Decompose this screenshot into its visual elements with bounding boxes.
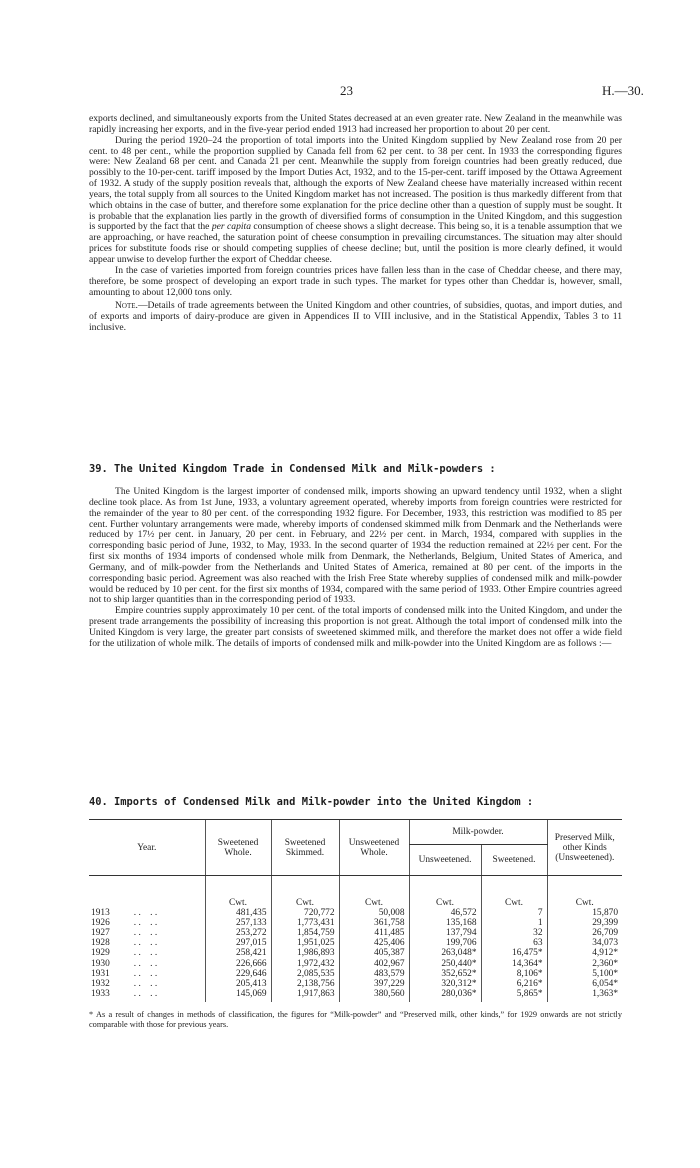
col-header-year: Year. bbox=[89, 820, 205, 876]
intro-paragraph-1: exports declined, and simultaneously exports from the United States decreased at an even greater rate. New Zealand in the meanwhile was rapidly increasing her exports, and in the five-year period ended 1913 had increased her proportion to about 20 per cent. bbox=[89, 113, 622, 135]
col-header-unsweetened-whole: Unsweetened Whole. bbox=[339, 820, 409, 876]
year-cell bbox=[89, 959, 205, 969]
value-cell: 15,870 bbox=[547, 908, 622, 918]
leader-dots: . . . . bbox=[133, 968, 158, 979]
value-cell: 2,360* bbox=[547, 959, 622, 969]
value-cell: 425,406 bbox=[339, 938, 409, 948]
leader-dots: . . . . bbox=[133, 918, 158, 929]
value-cell: 1,917,863 bbox=[271, 989, 339, 1002]
leader-dots: . . . . bbox=[133, 958, 158, 969]
unit-cell: Cwt. bbox=[547, 876, 622, 909]
table-row bbox=[89, 908, 622, 918]
value-cell: 257,133 bbox=[205, 918, 271, 928]
value-cell: 32 bbox=[481, 928, 547, 938]
value-cell: 380,560 bbox=[339, 989, 409, 1002]
value-cell: 1 bbox=[481, 918, 547, 928]
year-value: 1926 bbox=[91, 918, 110, 929]
value-cell: 1,363* bbox=[547, 989, 622, 1002]
col-header-sweetened-whole: Sweetened Whole. bbox=[205, 820, 271, 876]
value-cell: 253,272 bbox=[205, 928, 271, 938]
unit-cell: Cwt. bbox=[481, 876, 547, 909]
table-row bbox=[89, 948, 622, 958]
value-cell: 263,048* bbox=[409, 948, 481, 958]
value-cell: 1,951,025 bbox=[271, 938, 339, 948]
value-cell: 16,475* bbox=[481, 948, 547, 958]
value-cell: 229,646 bbox=[205, 969, 271, 979]
value-cell: 352,652* bbox=[409, 969, 481, 979]
year-value: 1930 bbox=[91, 958, 110, 969]
value-cell: 34,073 bbox=[547, 938, 622, 948]
col-header-preserved-milk: Preserved Milk, other Kinds (Unsweetened). bbox=[547, 820, 622, 876]
year-cell bbox=[89, 938, 205, 948]
intro-paragraph-2-end: consumption of cheese shows a slight decrease. This being so, it is a tenable assumption that we are approaching, or have reached, the saturation point of cheese consumption in prevailing circumstances. The situation may alter should prices for substitute foods rise or should competing supplies of cheese decline; but, until the position is more clearly defined, it would appear unwise to develop further the export of Cheddar cheese. bbox=[89, 221, 622, 265]
col-header-sweetened-skimmed: Sweetened Skimmed. bbox=[271, 820, 339, 876]
unit-cell: Cwt. bbox=[271, 876, 339, 909]
units-row bbox=[89, 876, 622, 909]
intro-paragraph-2 bbox=[89, 136, 622, 266]
year-cell bbox=[89, 928, 205, 938]
leader-dots: . . . . bbox=[133, 928, 158, 939]
value-cell: 280,036* bbox=[409, 989, 481, 1002]
value-cell: 6,216* bbox=[481, 979, 547, 989]
leader-dots: . . . . bbox=[133, 948, 158, 959]
table-row bbox=[89, 918, 622, 928]
section-39-paragraph-1: The United Kingdom is the largest importer of condensed milk, imports showing an upward tendency until 1932, when a slight decline took place. As from 1st June, 1933, a voluntary agreement operated, whereby imports from foreign countries were restricted for the remainder of the year to 80 per cent. of the corresponding 1932 figure. For December, 1933, this restriction was modified to 85 per cent. Further voluntary arrangements were made, whereby imports of condensed skimmed milk from Denmark and the Netherlands were reduced by 17½ per cent. in January, 20 per cent. in February, and 22½ per cent. in March, 1934, compared with supplies in the corresponding basic period of June, 1932, to May, 1933. In the second quarter of 1934 the reduction remained at 22½ per cent. For the first six months of 1934 imports of condensed whole milk from Denmark, the Netherlands, Belgium, United States of America, and Germany, and of milk-powder from the Netherlands and United States of America, remained at 80 per cent. of the imports in the corresponding basic period. Agreement was also reached with the Irish Free State whereby supplies of condensed milk and milk-powder would be reduced by 10 per cent. for the first six months of 1934, compared with the same period of 1933. Other Empire countries agreed not to ship larger quantities than in the corresponding period of 1933. bbox=[89, 486, 622, 606]
value-cell: 250,440* bbox=[409, 959, 481, 969]
year-value: 1913 bbox=[91, 908, 110, 919]
year-cell bbox=[89, 948, 205, 958]
value-cell: 29,399 bbox=[547, 918, 622, 928]
year-cell bbox=[89, 989, 205, 1002]
leader-dots: . . . . bbox=[133, 988, 158, 999]
section-39-paragraph-2: Empire countries supply approximately 10 per cent. of the total imports of condensed milk into the United Kingdom, and under the present trade arrangements the possibility of increasing this proportion is not great. Although the total import of condensed milk into the United Kingdom is very large, the greater part consists of sweetened skimmed milk, and therefore the market does not offer a wide field for the utilization of whole milk. The details of imports of condensed milk and milk-powder into the United Kingdom are as follows :— bbox=[89, 605, 622, 649]
year-value: 1932 bbox=[91, 978, 110, 989]
imports-table bbox=[89, 819, 622, 1002]
section-39-heading: 39. The United Kingdom Trade in Condensed Milk and Milk-powders : bbox=[89, 463, 496, 475]
table-row bbox=[89, 938, 622, 948]
table-row bbox=[89, 959, 622, 969]
unit-cell: Cwt. bbox=[339, 876, 409, 909]
table-row bbox=[89, 969, 622, 979]
value-cell: 720,772 bbox=[271, 908, 339, 918]
value-cell: 14,364* bbox=[481, 959, 547, 969]
per-capita-italic: per capita bbox=[211, 221, 252, 233]
table-footnote: * As a result of changes in methods of classification, the figures for “Milk-powder” and “Preserved milk, other kinds,” for 1929 onwards are not strictly comparable with those for previous years. bbox=[89, 1010, 622, 1030]
value-cell: 137,794 bbox=[409, 928, 481, 938]
note-label: Note. bbox=[115, 300, 138, 312]
table-row bbox=[89, 989, 622, 1002]
value-cell: 402,967 bbox=[339, 959, 409, 969]
value-cell: 2,138,756 bbox=[271, 979, 339, 989]
value-cell: 4,912* bbox=[547, 948, 622, 958]
year-cell bbox=[89, 918, 205, 928]
note-paragraph bbox=[89, 301, 622, 334]
value-cell: 1,972,432 bbox=[271, 959, 339, 969]
value-cell: 199,706 bbox=[409, 938, 481, 948]
value-cell: 135,168 bbox=[409, 918, 481, 928]
value-cell: 1,854,759 bbox=[271, 928, 339, 938]
value-cell: 46,572 bbox=[409, 908, 481, 918]
value-cell: 63 bbox=[481, 938, 547, 948]
value-cell: 145,069 bbox=[205, 989, 271, 1002]
value-cell: 1,773,431 bbox=[271, 918, 339, 928]
leader-dots: . . . . bbox=[133, 908, 158, 919]
year-cell bbox=[89, 908, 205, 918]
table-row bbox=[89, 928, 622, 938]
document-code: H.—30. bbox=[602, 83, 644, 98]
col-header-mp-sweetened: Sweetened. bbox=[481, 845, 547, 876]
value-cell: 26,709 bbox=[547, 928, 622, 938]
year-cell bbox=[89, 979, 205, 989]
value-cell: 50,008 bbox=[339, 908, 409, 918]
value-cell: 5,100* bbox=[547, 969, 622, 979]
value-cell: 258,421 bbox=[205, 948, 271, 958]
year-value: 1928 bbox=[91, 938, 110, 949]
year-value: 1933 bbox=[91, 988, 110, 999]
year-value: 1927 bbox=[91, 928, 110, 939]
value-cell: 1,986,893 bbox=[271, 948, 339, 958]
value-cell: 481,435 bbox=[205, 908, 271, 918]
year-cell bbox=[89, 969, 205, 979]
unit-cell: Cwt. bbox=[205, 876, 271, 909]
value-cell: 361,758 bbox=[339, 918, 409, 928]
value-cell: 397,229 bbox=[339, 979, 409, 989]
value-cell: 405,387 bbox=[339, 948, 409, 958]
year-value: 1931 bbox=[91, 968, 110, 979]
value-cell: 6,054* bbox=[547, 979, 622, 989]
value-cell: 5,865* bbox=[481, 989, 547, 1002]
note-text: —Details of trade agreements between the United Kingdom and other countries, of subsidies, quotas, and import duties, and of exports and imports of dairy-produce are given in Appendices II to VIII inclusive, and in the Statistical Appendix, Tables 3 to 11 inclusive. bbox=[89, 300, 622, 334]
value-cell: 226,666 bbox=[205, 959, 271, 969]
table-header-row-1 bbox=[89, 820, 622, 845]
value-cell: 2,085,535 bbox=[271, 969, 339, 979]
intro-paragraph-2-text: During the period 1920–24 the proportion of total imports into the United Kingdom supplied by New Zealand rose from 20 per cent. to 48 per cent., while the proportion supplied by Canada fell from 62 per cent. to 38 per cent. In 1933 the corresponding figures were: New Zealand 68 per cent. and Canada 21 per cent. Meanwhile the supply from foreign countries had been greatly reduced, due possibly to the 10-per-cent. tariff imposed by the Import Duties Act, 1932, and to the 15-per-cent. tariff imposed by the Ottawa Agreement of 1932. A study of the supply position reveals that, although the exports of New Zealand cheese have materially increased within recent years, the total supply from all sources to the United Kingdom market has not increased. The position is thus markedly different from that which obtains in the case of butter, and therefore some explanation for the price decline other than a question of supply must be sought. It is probable that the explanation lies partly in the growth of diversified forms of consumption in the United Kingdom, and this suggestion is supported by the fact that the bbox=[89, 134, 622, 233]
value-cell: 205,413 bbox=[205, 979, 271, 989]
value-cell: 297,015 bbox=[205, 938, 271, 948]
section-40-heading: 40. Imports of Condensed Milk and Milk-powder into the United Kingdom : bbox=[89, 796, 534, 808]
table-row bbox=[89, 979, 622, 989]
value-cell: 320,312* bbox=[409, 979, 481, 989]
col-header-milk-powder: Milk-powder. bbox=[409, 820, 547, 845]
value-cell: 7 bbox=[481, 908, 547, 918]
page-number: 23 bbox=[340, 83, 353, 98]
intro-text-block bbox=[89, 114, 622, 334]
col-header-mp-unsweetened: Unsweetened. bbox=[409, 845, 481, 876]
section-39-text-block bbox=[89, 487, 622, 650]
table-body bbox=[89, 876, 622, 1002]
value-cell: 8,106* bbox=[481, 969, 547, 979]
leader-dots: . . . . bbox=[133, 938, 158, 949]
value-cell: 411,485 bbox=[339, 928, 409, 938]
unit-cell: Cwt. bbox=[409, 876, 481, 909]
year-value: 1929 bbox=[91, 948, 110, 959]
value-cell: 483,579 bbox=[339, 969, 409, 979]
leader-dots: . . . . bbox=[133, 978, 158, 989]
intro-paragraph-3: In the case of varieties imported from foreign countries prices have fallen less than in the case of Cheddar cheese, and there may, therefore, be some prospect of developing an export trade in such types. The market for types other than Cheddar is, however, small, amounting to about 12,000 tons only. bbox=[89, 264, 622, 298]
